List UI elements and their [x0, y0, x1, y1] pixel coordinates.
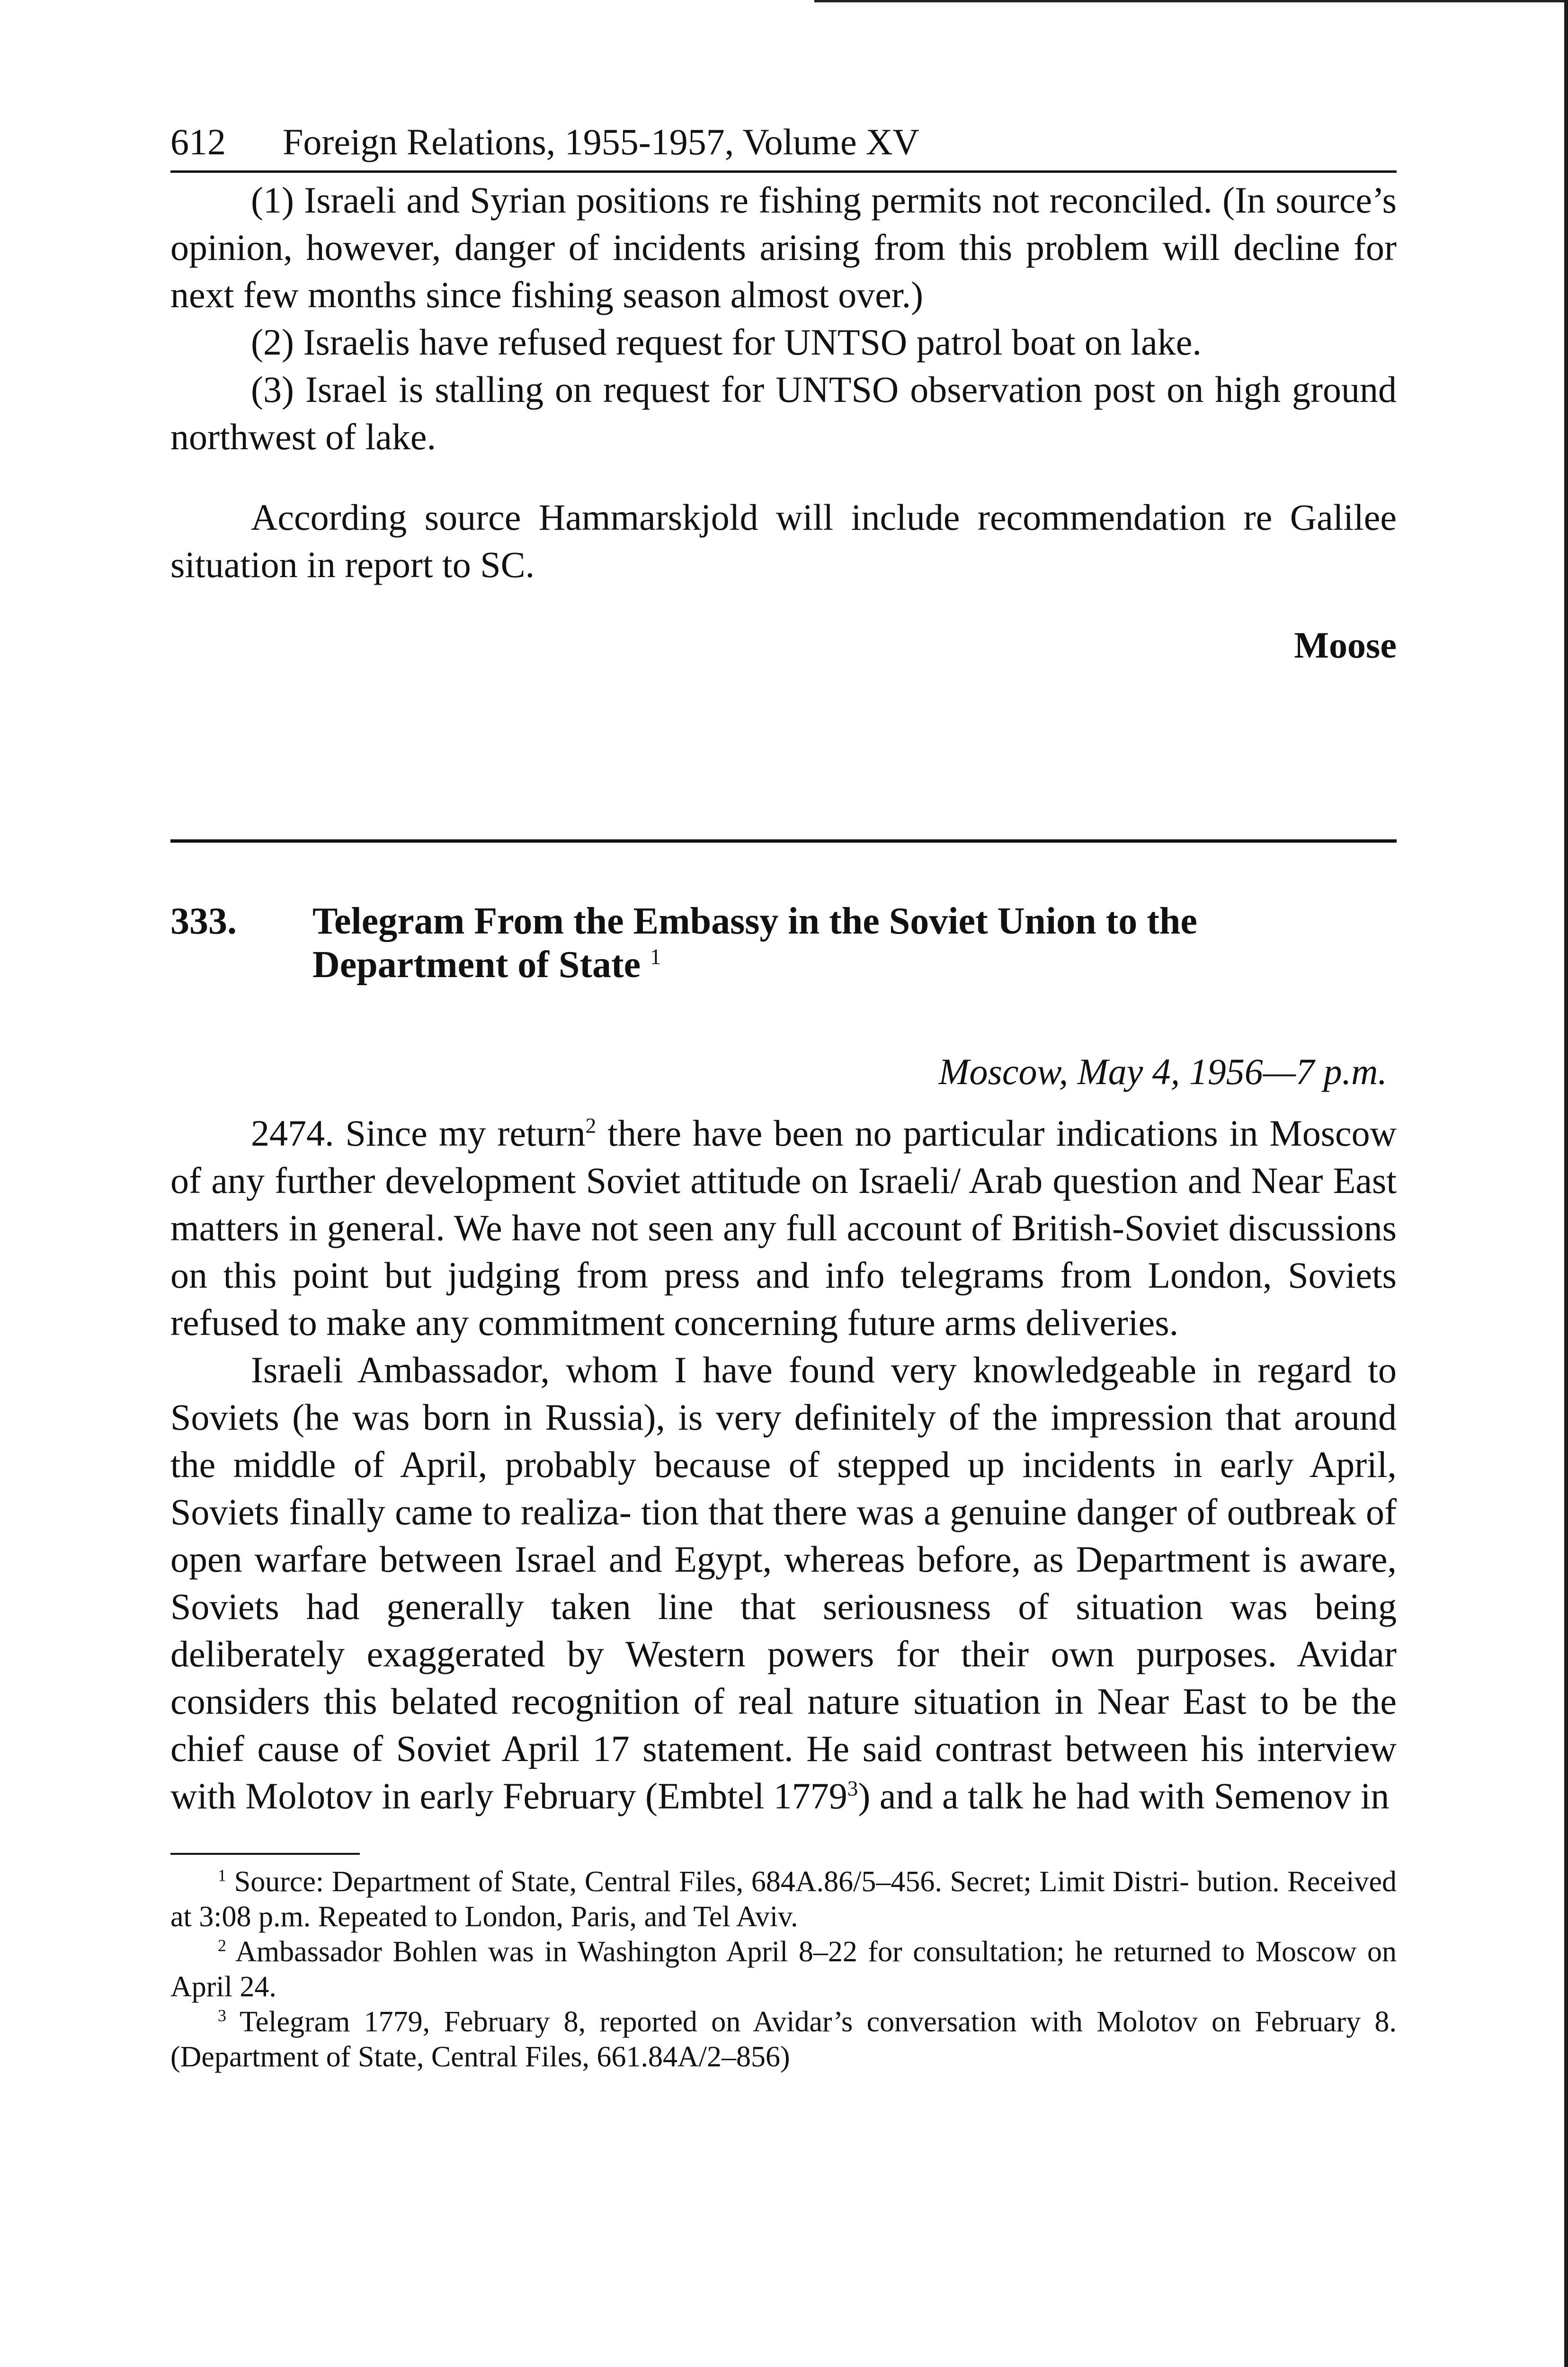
body-paragraph-2-part-a: Israeli Ambassador, whom I have found very knowledgeable in regard to Soviets (he was born in Russia), is very definitely of the impression that around the middle of April, probably because of stepped up incidents in early April, Soviets finally came to realiza- tion that there was a genuine danger of outbreak of open warfare between Israel and Egypt, whereas before, as Department is aware, Soviets had generally taken line that seriousness of situation was being deliberately exaggerated by Western powers for their own purposes. Avidar considers this belated recognition of real nature situation in Near East to be the chief cause of Soviet April 17 statement. He said contrast between his interview with Molotov in early February (Embtel 1779	[170, 1349, 1397, 1816]
footnote-divider	[170, 1853, 360, 1855]
footnote-ref-1: 1	[650, 945, 661, 970]
footnote-1	[170, 1864, 1397, 1934]
page-number: 612	[170, 121, 226, 162]
footnote-ref-3: 3	[847, 1777, 858, 1800]
footnote-1-text: Source: Department of State, Central Files, 684A.86/5–456. Secret; Limit Distri- bution. Received at 3:08 p.m. Repeated to London, Paris, and Tel Aviv.	[170, 1866, 1397, 1933]
scan-edge-right	[1564, 0, 1568, 2367]
footnote-2	[170, 1934, 1397, 2004]
document-title-block	[312, 899, 1397, 987]
footnote-3-text: Telegram 1779, February 8, reported on Avidar’s conversation with Molotov on February 8. (Department of State, Central Files, 661.84A/2–856)	[170, 2006, 1397, 2073]
body-paragraph-2	[170, 1346, 1397, 1820]
document-page	[170, 118, 1397, 2074]
footnote-3	[170, 2004, 1397, 2074]
scan-edge-top	[814, 0, 1568, 2]
running-head	[170, 118, 1397, 173]
previous-closing-paragraph: According source Hammarskjold will include recommendation re Galilee situation in report to SC.	[170, 497, 1397, 585]
body-paragraph-1-part-a: 2474. Since my return	[251, 1112, 586, 1154]
footnote-3-marker: 3	[218, 2006, 226, 2025]
footnote-1-marker: 1	[218, 1866, 226, 1885]
body-paragraph-2-part-b: ) and a talk he had with Semenov in	[858, 1775, 1390, 1816]
publication-title: Foreign Relations, 1955-1957, Volume XV	[283, 121, 919, 162]
dateline: Moscow, May 4, 1956—7 p.m.	[938, 1051, 1387, 1092]
footnote-2-text: Ambassador Bohlen was in Washington April 8–22 for consultation; he returned to Moscow on April 24.	[170, 1936, 1397, 2003]
footnote-ref-2: 2	[585, 1114, 597, 1138]
document-heading	[170, 899, 1397, 987]
signature: Moose	[1294, 624, 1397, 666]
document-title: Telegram From the Embassy in the Soviet Union to the Department of State	[312, 900, 1197, 986]
section-divider	[170, 839, 1397, 843]
document-number: 333.	[170, 900, 237, 942]
previous-item-2: (2) Israelis have refused request for UNTSO patrol boat on lake.	[251, 321, 1202, 363]
body-paragraph-1	[170, 1110, 1397, 1346]
previous-item-3: (3) Israel is stalling on request for UNTSO observation post on high ground northwest of lake.	[170, 369, 1397, 457]
footnote-2-marker: 2	[218, 1936, 226, 1955]
previous-item-1: (1) Israeli and Syrian positions re fishing permits not reconciled. (In source’s opinion, however, danger of incidents arising from this problem will decline for next few months since fishing season almost over.)	[170, 179, 1397, 315]
body-paragraph-1-part-b: there have been no particular indications in Moscow of any further development Soviet attitude on Israeli/ Arab question and Near East matters in general. We have not seen any full account of British-Soviet discussions on this point but judging from press and info telegrams from London, Soviets refused to make any commitment concerning future arms deliveries.	[170, 1112, 1397, 1343]
